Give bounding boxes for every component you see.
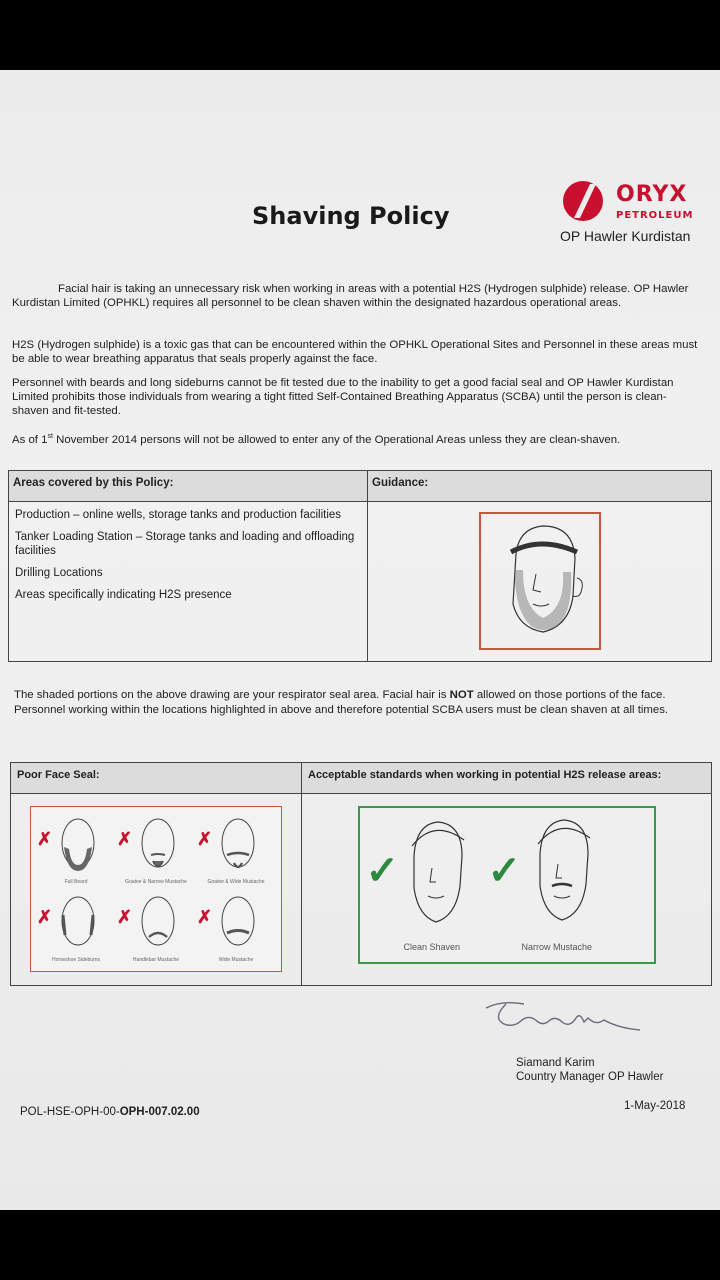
clean-shaven-caption: Clean Shaven xyxy=(403,942,461,952)
poor-example-goatee xyxy=(117,813,197,893)
effective-date-paragraph xyxy=(12,430,702,447)
poor-example-full-beard xyxy=(37,813,117,893)
clean-shaven-face-icon xyxy=(404,816,468,932)
poor-caption: Goatee & Wide Mustache xyxy=(207,879,265,885)
guidance-header: Guidance: xyxy=(368,471,712,502)
x-mark-icon: ✗ xyxy=(117,829,133,849)
note-emphasis: NOT xyxy=(449,689,474,701)
note-text-part2: allowed on those portions of the face. Personnel working within the locations highlighted in above and therefore potential SCBA users must be clean shaven at all times. xyxy=(14,689,669,716)
x-mark-icon: ✗ xyxy=(37,829,53,849)
face-icon xyxy=(215,891,261,957)
seal-area-note xyxy=(14,688,704,718)
face-icon xyxy=(135,891,181,957)
areas-list xyxy=(15,508,361,602)
poor-caption: Wide Mustache xyxy=(218,957,254,963)
intro-paragraph: Facial hair is taking an unnecessary risk when working in areas with a potential H2S (Hydrogen sulphide) release. OP Hawler Kurdistan Limited (OPHKL) requires all personnel to be clean shaven within the designated hazardous operational areas. xyxy=(12,283,689,309)
signer-name: Siamand Karim xyxy=(516,1057,595,1069)
reference-prefix: POL-HSE-OPH-00- xyxy=(20,1106,120,1118)
acceptable-cell xyxy=(302,794,712,986)
date-text-after: November 2014 persons will not be allowed to enter any of the Operational Areas unless they are clean-shaven. xyxy=(52,433,621,446)
area-item: Areas specifically indicating H2S presence xyxy=(15,589,232,601)
signatory-block xyxy=(516,1056,663,1084)
company-logo xyxy=(560,180,710,250)
poor-example-goatee-wide xyxy=(197,813,277,893)
poor-caption: Full Beard xyxy=(64,879,88,885)
beards-paragraph: Personnel with beards and long sideburns cannot be fit tested due to the inability to get a good facial seal and OP Hawler Kurdistan Limited prohibits those individuals from wearing a tight fitted Self-Contained Breathing Apparatus (SCBA) until the person is clean-shaven and fit-tested. xyxy=(12,377,674,417)
x-mark-icon: ✗ xyxy=(197,829,213,849)
poor-example-wide-mustache xyxy=(197,891,277,971)
face-icon xyxy=(55,891,101,957)
area-item: Tanker Loading Station – Storage tanks and loading and offloading facilities xyxy=(15,531,355,557)
policy-areas-table xyxy=(8,470,712,662)
oryx-logo-icon xyxy=(560,180,608,222)
poor-caption: Handlebar Mustache xyxy=(132,957,180,963)
date-text-before: As of 1 xyxy=(12,433,48,446)
poor-example-handlebar xyxy=(117,891,197,971)
reference-code: OPH-007.02.00 xyxy=(119,1106,200,1118)
x-mark-icon: ✗ xyxy=(117,907,133,927)
acceptable-header: Acceptable standards when working in potential H2S release areas: xyxy=(302,763,712,794)
page-title: Shaving Policy xyxy=(252,202,450,230)
h2s-paragraph: H2S (Hydrogen sulphide) is a toxic gas that can be encountered within the OPHKL Operational Sites and Personnel in these areas must be able to wear breathing apparatus that seals properly against the face. xyxy=(12,339,698,365)
poor-caption: Horseshoe Sideburns xyxy=(51,957,101,963)
logo-location: OP Hawler Kurdistan xyxy=(560,228,691,244)
area-item: Drilling Locations xyxy=(15,567,103,579)
poor-seal-illustrations xyxy=(30,806,282,972)
logo-wordmark: ORYX xyxy=(616,182,688,207)
x-mark-icon: ✗ xyxy=(37,907,53,927)
respirator-seal-diagram xyxy=(479,512,601,650)
checkmark-icon: ✓ xyxy=(365,849,400,893)
poor-caption: Goatee & Narrow Mustache xyxy=(125,879,187,885)
face-icon xyxy=(55,813,101,879)
areas-list-cell xyxy=(9,502,368,662)
narrow-mustache-caption: Narrow Mustache xyxy=(521,942,593,952)
guidance-cell xyxy=(368,502,712,662)
poor-seal-cell xyxy=(11,794,302,986)
signature-image xyxy=(484,998,644,1040)
checkmark-icon: ✓ xyxy=(487,849,522,893)
note-text-part1: The shaded portions on the above drawing are your respirator seal area. Facial hair is xyxy=(14,689,450,701)
document-reference xyxy=(20,1106,200,1118)
acceptable-illustrations xyxy=(358,806,656,964)
narrow-mustache-face-icon xyxy=(530,814,596,930)
logo-subtitle: PETROLEUM xyxy=(616,210,694,221)
policy-document xyxy=(0,70,720,1210)
face-icon xyxy=(215,813,261,879)
signer-title: Country Manager OP Hawler xyxy=(516,1071,664,1083)
area-item: Production – online wells, storage tanks and production facilities xyxy=(15,509,342,521)
x-mark-icon: ✗ xyxy=(197,907,213,927)
poor-example-sideburns xyxy=(37,891,117,971)
face-seal-table xyxy=(10,762,712,986)
signed-date: 1-May-2018 xyxy=(624,1100,686,1112)
face-icon xyxy=(135,813,181,879)
areas-header: Areas covered by this Policy: xyxy=(9,471,368,502)
date-superscript: st xyxy=(47,433,53,440)
poor-seal-header: Poor Face Seal: xyxy=(11,763,302,794)
